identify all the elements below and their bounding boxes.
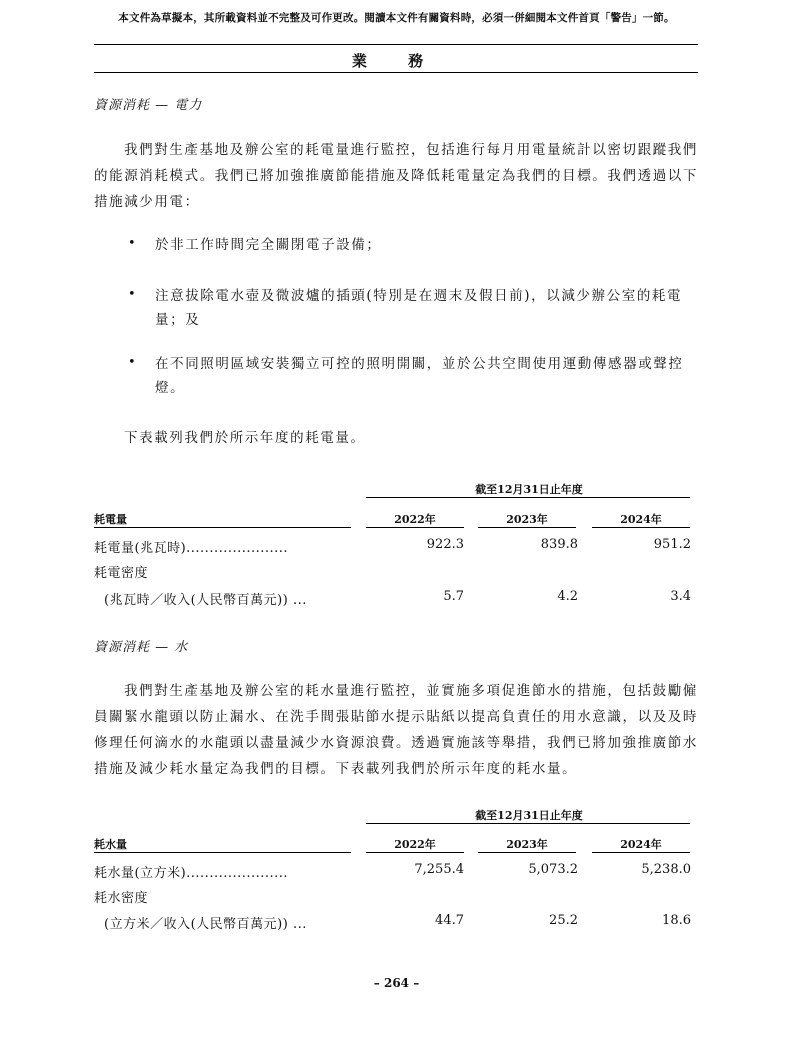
electricity-label-rule — [94, 527, 351, 528]
electricity-year-2023: 2023年 — [506, 513, 548, 526]
electricity-table-intro — [94, 425, 698, 451]
water-2023-rule — [478, 852, 576, 853]
water-row2-2024: 18.6 — [662, 913, 691, 928]
electricity-row2-2024: 3.4 — [670, 589, 691, 604]
electricity-2023-rule — [478, 527, 576, 528]
electricity-row2-leader: ... — [292, 593, 307, 608]
electricity-row2-2022: 5.7 — [443, 589, 464, 604]
water-period-header: 截至12月31日止年度 — [475, 809, 583, 822]
electricity-row2-label-line1: 耗電密度 — [94, 566, 149, 581]
electricity-row1-2024: 951.2 — [653, 537, 691, 552]
water-label-rule — [94, 852, 351, 853]
water-row2-2022: 44.7 — [435, 913, 464, 928]
water-intro — [94, 678, 698, 782]
water-row1-label — [94, 862, 288, 881]
water-row2-label-text: (立方米／收入(人民幣百萬元)) — [104, 917, 289, 932]
water-row1-2022: 7,255.4 — [414, 862, 464, 877]
water-2024-rule — [592, 852, 690, 853]
water-year-2023: 2023年 — [506, 838, 548, 851]
water-intro-text: 我們對生產基地及辦公室的耗水量進行監控，並實施多項促進節水的措施，包括鼓勵僱員關緊水龍頭以防止漏水、在洗手間張貼節水提示貼紙以提高負責任的用水意識，以及及時修理任何滴水的水龍頭以盡量減少水資源浪費。透過實施該等舉措，我們已將加強推廣節水措施及減少耗水量定為我們的目標。下表載列我們於所示年度的耗水量。 — [94, 683, 698, 777]
water-row2-label-line1: 耗水密度 — [94, 891, 149, 906]
header-rule — [94, 44, 698, 45]
bullet-dot-2: • — [128, 287, 136, 302]
electricity-row1-label-text: 耗電量(兆瓦時) — [94, 541, 187, 556]
electricity-period-header: 截至12月31日止年度 — [475, 483, 583, 496]
electricity-row-header: 耗電量 — [94, 513, 127, 526]
electricity-row2-label-text: (兆瓦時／收入(人民幣百萬元)) — [104, 593, 289, 608]
water-row1-label-text: 耗水量(立方米) — [94, 866, 187, 881]
bullet-dot-1: • — [128, 236, 136, 251]
water-year-2022: 2022年 — [394, 838, 436, 851]
section-title: 業 務 — [351, 52, 442, 70]
bullet-dot-3: • — [128, 355, 136, 370]
electricity-2024-rule — [592, 527, 690, 528]
electricity-table-intro-text: 下表載列我們於所示年度的耗電量。 — [124, 430, 366, 446]
water-row-header: 耗水量 — [94, 838, 127, 851]
electricity-row1-label — [94, 537, 288, 556]
water-subheading: 資源消耗 — 水 — [94, 640, 189, 655]
bullet-item-3: 在不同照明區域安裝獨立可控的照明開關，並於公共空間使用運動傳感器或聲控燈。 — [155, 356, 684, 396]
water-row2-leader: ... — [292, 917, 307, 932]
electricity-2022-rule — [366, 527, 464, 528]
water-period-rule — [366, 823, 690, 824]
bullet-item-1: 於非工作時間完全關閉電子設備； — [155, 237, 382, 253]
electricity-intro — [94, 137, 698, 215]
water-row1-leader: ...................... — [186, 866, 289, 881]
water-row1-2024: 5,238.0 — [641, 862, 691, 877]
electricity-year-2024: 2024年 — [620, 513, 662, 526]
water-row1-2023: 5,073.2 — [528, 862, 578, 877]
page-number: – 264 – — [373, 976, 420, 990]
water-year-2024: 2024年 — [620, 838, 662, 851]
water-row2-label — [104, 913, 307, 932]
draft-warning-header: 本文件為草擬本，其所載資料並不完整及可作更改。閱讀本文件有關資料時，必須一併細閱本文件首頁「警告」一節。 — [118, 12, 675, 24]
electricity-row2-2023: 4.2 — [557, 589, 578, 604]
electricity-row1-2022: 922.3 — [426, 537, 464, 552]
water-row2-2023: 25.2 — [549, 913, 578, 928]
title-rule — [94, 72, 698, 73]
electricity-row1-2023: 839.8 — [540, 537, 578, 552]
water-2022-rule — [366, 852, 464, 853]
electricity-subheading: 資源消耗 — 電力 — [94, 98, 203, 113]
electricity-row2-label — [104, 589, 307, 608]
electricity-year-2022: 2022年 — [394, 513, 436, 526]
bullet-item-2: 注意拔除電水壺及微波爐的插頭(特別是在週末及假日前)，以減少辦公室的耗電量；及 — [155, 288, 683, 328]
electricity-period-rule — [366, 497, 690, 498]
electricity-intro-text: 我們對生產基地及辦公室的耗電量進行監控，包括進行每月用電量統計以密切跟蹤我們的能源消耗模式。我們已將加強推廣節能措施及降低耗電量定為我們的目標。我們透過以下措施減少用電： — [94, 142, 698, 210]
electricity-row1-leader: ...................... — [186, 541, 289, 556]
